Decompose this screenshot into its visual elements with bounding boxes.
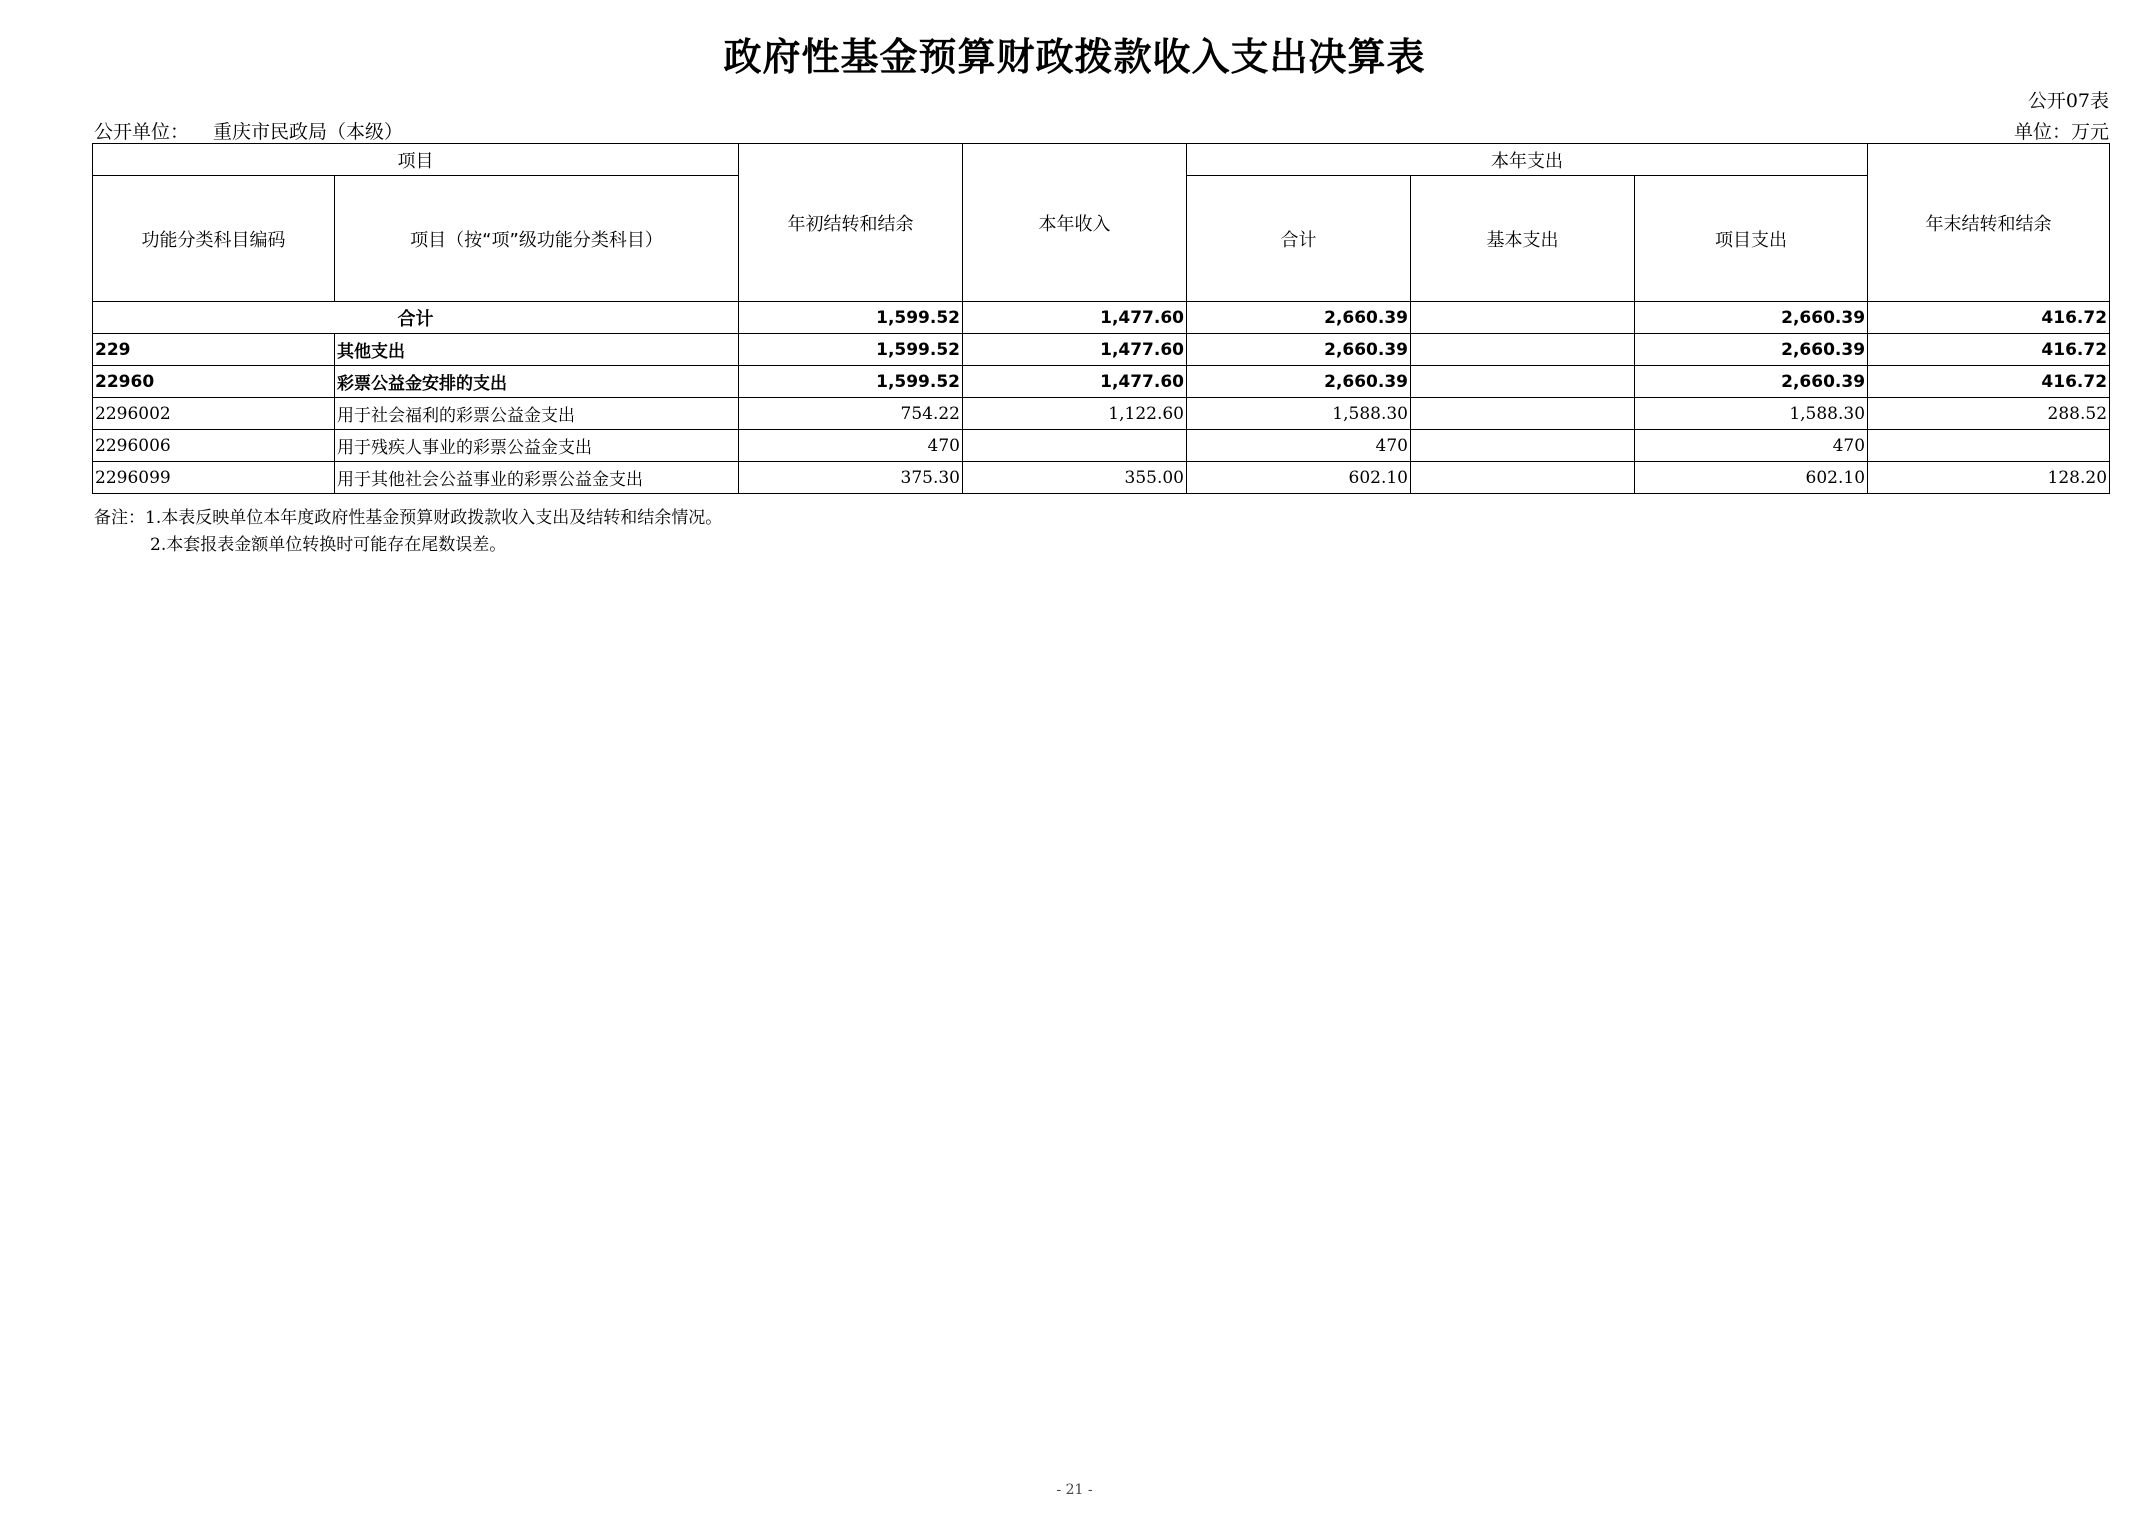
row-code: 22960 [93, 366, 335, 398]
currency-unit: 单位：万元 [2013, 121, 2109, 143]
row-name: 彩票公益金安排的支出 [335, 366, 739, 398]
row-income: 355.00 [963, 462, 1187, 494]
row-end: 416.72 [1868, 366, 2110, 398]
row-project: 2,660.39 [1635, 366, 1868, 398]
total-expense: 2,660.39 [1187, 302, 1411, 334]
table-total-row [93, 302, 2110, 334]
total-end: 416.72 [1868, 302, 2110, 334]
header-basic-expense: 基本支出 [1411, 176, 1635, 302]
row-begin: 1,599.52 [739, 334, 963, 366]
row-code: 2296002 [93, 398, 335, 430]
page-number: - 21 - [1056, 1482, 1093, 1498]
budget-table [92, 143, 2110, 494]
total-begin: 1,599.52 [739, 302, 963, 334]
note-2: 2.本套报表金额单位转换时可能存在尾数误差。 [150, 535, 507, 555]
header-expense-group: 本年支出 [1187, 144, 1868, 176]
row-project: 602.10 [1635, 462, 1868, 494]
row-project: 470 [1635, 430, 1868, 462]
row-basic [1411, 398, 1635, 430]
row-total: 2,660.39 [1187, 334, 1411, 366]
row-end: 416.72 [1868, 334, 2110, 366]
row-end: 288.52 [1868, 398, 2110, 430]
row-basic [1411, 462, 1635, 494]
row-income: 1,477.60 [963, 366, 1187, 398]
row-basic [1411, 430, 1635, 462]
row-name: 其他支出 [335, 334, 739, 366]
header-project-expense: 项目支出 [1635, 176, 1868, 302]
row-begin: 375.30 [739, 462, 963, 494]
reporting-unit [94, 117, 403, 144]
row-project: 1,588.30 [1635, 398, 1868, 430]
row-total: 602.10 [1187, 462, 1411, 494]
row-income: 1,122.60 [963, 398, 1187, 430]
row-total: 1,588.30 [1187, 398, 1411, 430]
header-item-group: 项目 [93, 144, 739, 176]
row-code: 2296006 [93, 430, 335, 462]
row-begin: 1,599.52 [739, 366, 963, 398]
header-income: 本年收入 [963, 144, 1187, 302]
row-end: 128.20 [1868, 462, 2110, 494]
row-project: 2,660.39 [1635, 334, 1868, 366]
table-row [93, 430, 2110, 462]
total-basic [1411, 302, 1635, 334]
header-end-balance: 年末结转和结余 [1868, 144, 2110, 302]
table-row [93, 334, 2110, 366]
row-code: 2296099 [93, 462, 335, 494]
header-code: 功能分类科目编码 [93, 176, 335, 302]
row-begin: 754.22 [739, 398, 963, 430]
total-label: 合计 [93, 302, 739, 334]
unit-label: 公开单位： [94, 121, 190, 143]
header-name: 项目（按“项”级功能分类科目） [335, 176, 739, 302]
row-income [963, 430, 1187, 462]
table-row [93, 398, 2110, 430]
page-title: 政府性基金预算财政拨款收入支出决算表 [723, 35, 1426, 79]
total-income: 1,477.60 [963, 302, 1187, 334]
table-row [93, 366, 2110, 398]
row-begin: 470 [739, 430, 963, 462]
row-name: 用于其他社会公益事业的彩票公益金支出 [335, 462, 739, 494]
row-income: 1,477.60 [963, 334, 1187, 366]
note-1: 备注：1.本表反映单位本年度政府性基金预算财政拨款收入支出及结转和结余情况。 [94, 508, 723, 528]
row-end [1868, 430, 2110, 462]
total-project: 2,660.39 [1635, 302, 1868, 334]
header-expense-total: 合计 [1187, 176, 1411, 302]
unit-name: 重庆市民政局（本级） [213, 121, 404, 143]
row-code: 229 [93, 334, 335, 366]
row-basic [1411, 334, 1635, 366]
row-total: 2,660.39 [1187, 366, 1411, 398]
row-name: 用于社会福利的彩票公益金支出 [335, 398, 739, 430]
header-begin-balance: 年初结转和结余 [739, 144, 963, 302]
footnotes [94, 505, 722, 559]
row-basic [1411, 366, 1635, 398]
form-number: 公开07表 [2027, 90, 2109, 112]
table-row [93, 462, 2110, 494]
row-name: 用于残疾人事业的彩票公益金支出 [335, 430, 739, 462]
row-total: 470 [1187, 430, 1411, 462]
